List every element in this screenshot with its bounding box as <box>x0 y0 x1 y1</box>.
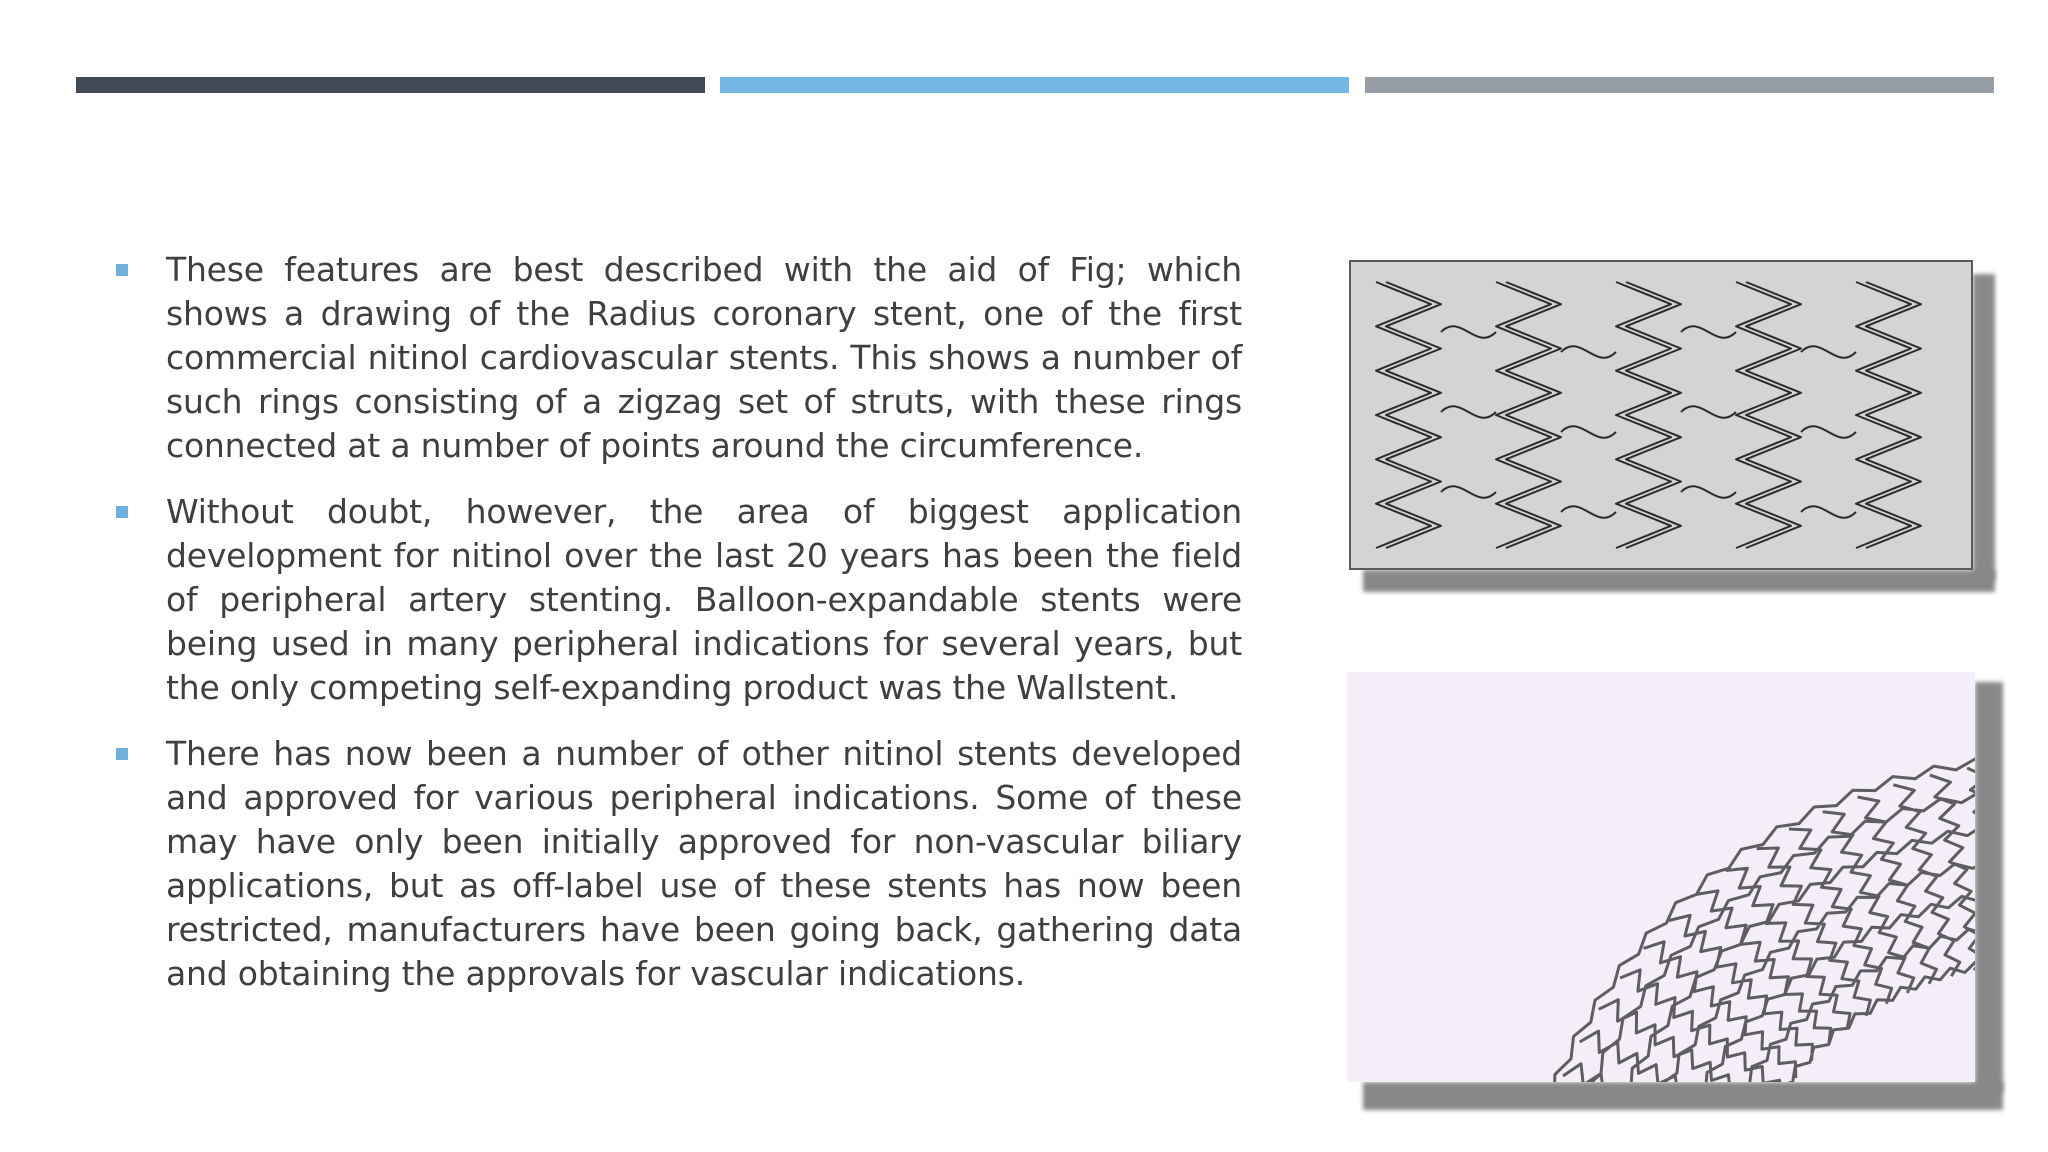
bullet-text: There has now been a number of other nitinol stents developed and approved for various peripheral indications. Some of these may have only been initially approved for non-vascular biliary applications, but as off-label use of these stents has now been restricted, manufacturers have been going back, gathering data and obtaining the approvals for vascular indications. <box>166 734 1242 993</box>
top-bar-gray <box>1365 77 1994 93</box>
stent-connectors <box>1441 326 1856 518</box>
figure-shadow <box>1975 682 2003 1092</box>
figure-frame <box>1347 672 1975 1082</box>
figure-shadow <box>1973 274 1995 580</box>
bullet-text: These features are best described with the aid of Fig; which shows a drawing of the Radius coronary stent, one of the first commercial nitinol cardiovascular stents. This shows a number of such rings consisting of a zigzag set of struts, with these rings connected at a number of points around the circumference. <box>166 250 1242 465</box>
bullet-item <box>116 248 1242 468</box>
figure-shadow <box>1363 1082 2003 1110</box>
figure-frame <box>1349 260 1973 570</box>
bullet-square-icon <box>116 506 128 518</box>
bullet-item <box>116 732 1242 996</box>
top-bar-blue <box>720 77 1349 93</box>
stent-zigzag-rings <box>1376 282 1921 548</box>
bullet-text: Without doubt, however, the area of biggest application development for nitinol over the last 20 years has been the field of peripheral artery stenting. Balloon-expandable stents were being used in many peripheral indications for several years, but the only competing self-expanding product was the Wallstent. <box>166 492 1242 707</box>
nitinol-stent-figure <box>1347 672 1975 1082</box>
top-bar-dark <box>76 77 705 93</box>
bullet-list <box>116 248 1242 1018</box>
bullet-square-icon <box>116 748 128 760</box>
bullet-item <box>116 490 1242 710</box>
radius-stent-drawing-icon <box>1351 262 1971 568</box>
radius-stent-figure <box>1349 260 1971 568</box>
bullet-square-icon <box>116 264 128 276</box>
stent-mesh-struts <box>1512 754 1975 1082</box>
figure-shadow <box>1363 570 1995 592</box>
nitinol-stent-mesh-icon <box>1347 672 1975 1082</box>
